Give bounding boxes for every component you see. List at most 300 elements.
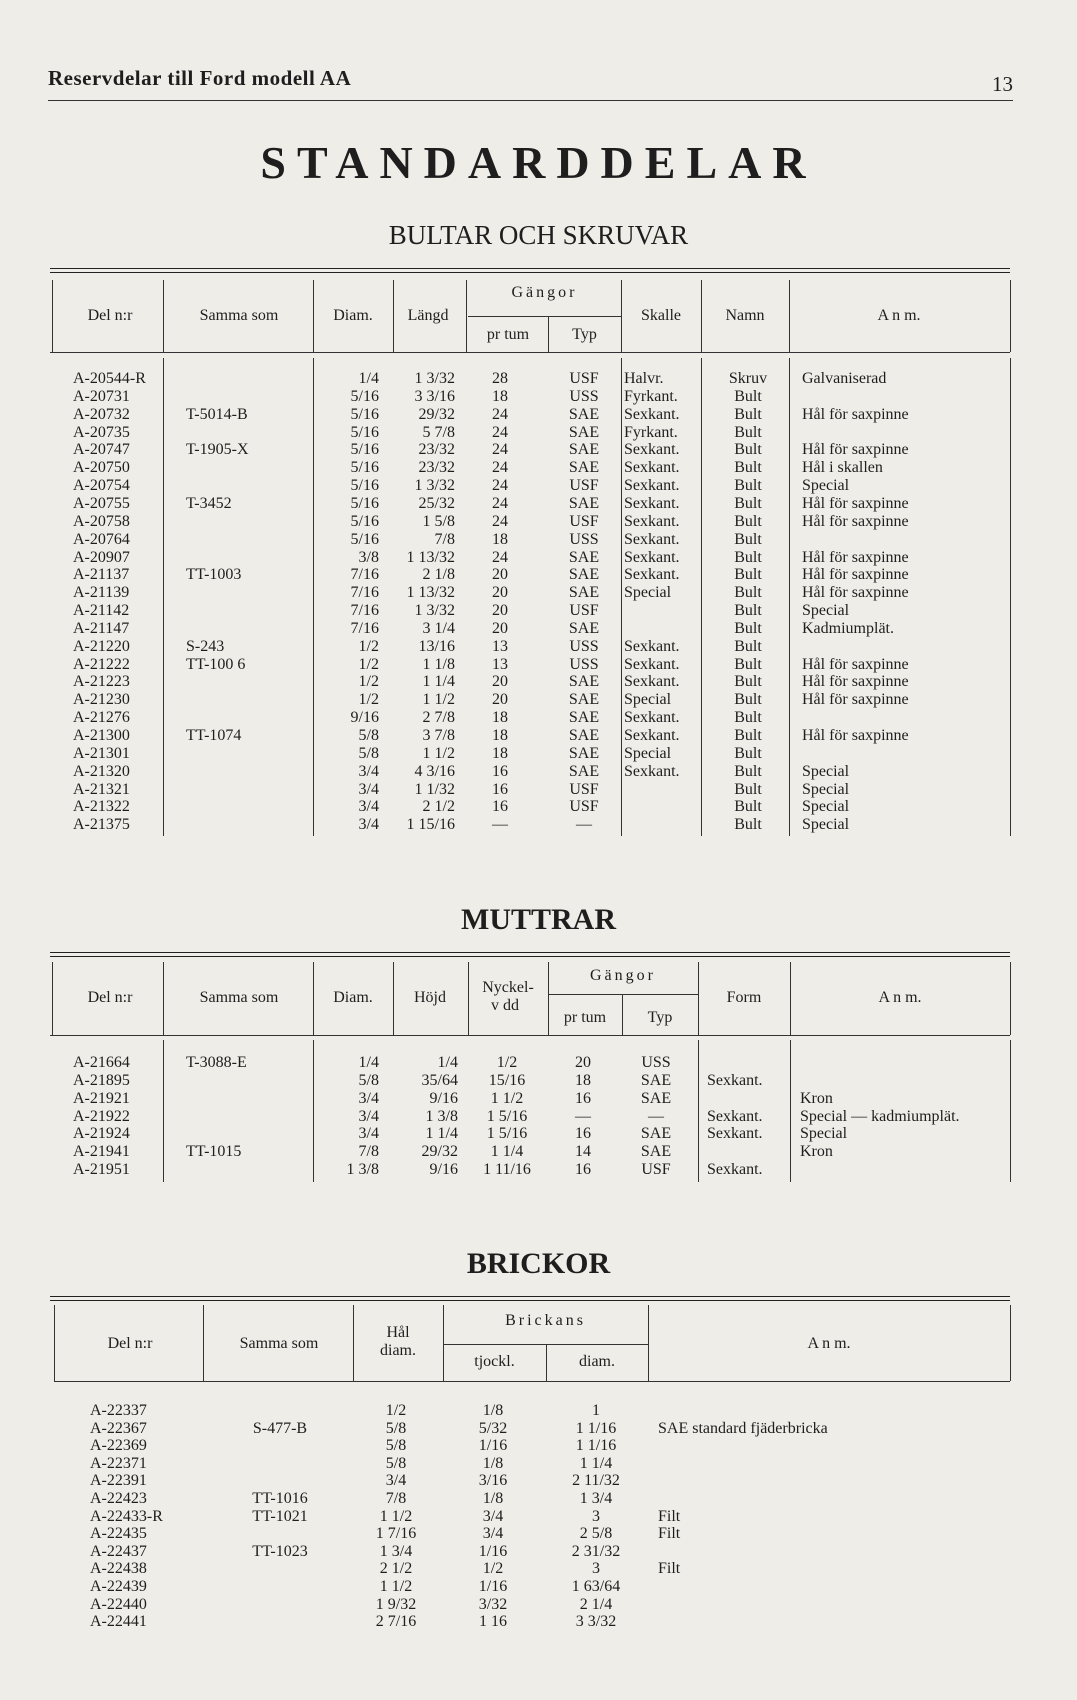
nuts-section-title: MUTTRAR — [461, 903, 616, 936]
table-cell-samma: S-477-B — [252, 1419, 308, 1437]
table-cell-namn: Bult — [734, 477, 762, 495]
col-divider — [203, 1305, 204, 1381]
table-cell-nyckel: 1 5/16 — [486, 1107, 528, 1125]
table-cell-typ: SAE — [568, 727, 600, 744]
table-cell-prtum: 28 — [492, 370, 508, 387]
table-cell-langd: 29/32 — [418, 405, 455, 423]
col-header-gangor: Gängor — [590, 967, 656, 984]
table-cell-namn: Bult — [734, 816, 762, 834]
table-cell-nyckel: 1 11/16 — [483, 1161, 531, 1179]
table-cell-prtum: 13 — [492, 637, 508, 655]
col-divider — [698, 1040, 699, 1182]
table-cell-skalle: Sexkant. — [624, 494, 680, 512]
table-cell-samma: S-243 — [186, 637, 225, 655]
col-header-nyckel: Nyckel- — [482, 979, 534, 996]
col-header-typ: Typ — [572, 326, 597, 343]
washers-section-title: BRICKOR — [466, 1247, 611, 1280]
table-cell-hal: 1 7/16 — [375, 1525, 417, 1543]
table-cell-hojd: 1 1/4 — [425, 1125, 458, 1143]
col-header-samma-som: Samma som — [239, 1335, 319, 1352]
bolts-top-rule — [50, 268, 1010, 273]
table-cell-diam: 7/16 — [350, 566, 379, 584]
table-cell-nyckel: 15/16 — [488, 1071, 526, 1089]
table-cell-prtum: 20 — [492, 602, 508, 620]
table-cell-langd: 23/32 — [418, 441, 455, 459]
col-header-diam: Diam. — [333, 307, 373, 324]
table-cell-hal: 7/8 — [385, 1490, 407, 1507]
col-divider — [789, 280, 790, 352]
table-cell-diam: 5/16 — [350, 423, 379, 441]
running-title: Reservdelar till Ford modell AA — [48, 66, 352, 90]
table-cell-diam: 5/8 — [358, 744, 379, 762]
table-cell-diam: 1 1/16 — [575, 1419, 617, 1437]
table-cell-tjockl: 1 16 — [479, 1613, 507, 1631]
table-cell-namn: Bult — [734, 637, 762, 655]
table-cell-prtum: — — [575, 1107, 591, 1125]
washers-header-rule — [54, 1381, 1010, 1382]
nuts-header-rule — [50, 1035, 1010, 1036]
table-cell-hojd: 29/32 — [421, 1143, 458, 1161]
table-cell-namn: Bult — [734, 673, 762, 691]
table-cell-skalle: Special — [624, 691, 672, 709]
table-cell-langd: 1 13/32 — [406, 584, 455, 602]
table-cell-namn: Bult — [734, 548, 762, 566]
table-cell-typ: USS — [569, 655, 599, 673]
table-cell-hojd: 35/64 — [421, 1071, 458, 1089]
col-divider — [393, 280, 394, 352]
table-cell-namn: Bult — [734, 512, 762, 530]
col-divider — [1010, 280, 1011, 352]
table-cell-diam: 1/2 — [358, 655, 379, 673]
table-cell-anm: Hål för saxpinne — [802, 566, 909, 584]
table-cell-anm: Special — [802, 798, 850, 816]
table-cell-langd: 5 7/8 — [422, 423, 455, 441]
table-cell-typ: SAE — [640, 1089, 672, 1107]
table-cell-namn: Bult — [734, 566, 762, 584]
col-divider — [789, 358, 790, 836]
table-cell-del: A-21139 — [73, 584, 130, 602]
table-cell-skalle: Special — [624, 744, 672, 762]
table-cell-diam: 3/4 — [358, 762, 379, 780]
col-header-anm: A n m. — [878, 989, 922, 1006]
table-cell-anm: Special — [802, 762, 850, 780]
table-cell-prtum: 16 — [575, 1161, 591, 1179]
table-cell-del: A-22433-R — [90, 1507, 163, 1525]
table-cell-diam: 1 3/8 — [346, 1161, 379, 1179]
col-divider — [466, 280, 467, 352]
table-cell-langd: 1 13/32 — [406, 548, 455, 566]
table-cell-prtum: 18 — [492, 727, 508, 744]
col-divider — [163, 280, 164, 352]
col-header-gangor: Gängor — [511, 284, 578, 301]
table-cell-prtum: 13 — [492, 655, 508, 673]
table-cell-diam: 2 31/32 — [571, 1542, 621, 1560]
table-cell-skalle: Fyrkant. — [624, 423, 678, 441]
col-header-diam: diam. — [579, 1353, 615, 1370]
table-cell-diam: 5/16 — [350, 405, 379, 423]
table-cell-typ: SAE — [568, 494, 600, 512]
table-cell-diam: 2 5/8 — [579, 1525, 613, 1543]
table-cell-diam: 2 11/32 — [572, 1472, 620, 1490]
table-cell-samma: TT-1015 — [186, 1143, 242, 1161]
table-cell-anm: Special — [802, 602, 850, 620]
col-header-typ: Typ — [647, 1009, 673, 1026]
table-cell-langd: 2 7/8 — [422, 709, 455, 727]
col-divider — [548, 962, 549, 1035]
table-cell-prtum: 18 — [492, 709, 508, 727]
table-cell-prtum: 16 — [575, 1089, 591, 1107]
table-cell-anm: Hål för saxpinne — [802, 512, 909, 530]
table-cell-diam: 3/4 — [358, 780, 379, 798]
table-cell-anm: Hål för saxpinne — [802, 727, 909, 744]
table-cell-namn: Bult — [734, 530, 762, 548]
table-cell-samma: T-1905-X — [186, 441, 249, 459]
table-cell-skalle: Special — [624, 584, 672, 602]
table-cell-del: A-20732 — [73, 405, 130, 423]
table-cell-hal: 2 1/2 — [379, 1560, 413, 1578]
table-cell-anm: Hål för saxpinne — [802, 494, 909, 512]
table-cell-diam: 1/4 — [358, 370, 379, 387]
table-cell-diam: 1/2 — [358, 673, 379, 691]
table-cell-skalle: Sexkant. — [624, 762, 680, 780]
table-cell-langd: 1 1/32 — [414, 780, 455, 798]
table-cell-langd: 13/16 — [418, 637, 455, 655]
table-cell-anm: Hål för saxpinne — [802, 441, 909, 459]
table-cell-samma: TT-1074 — [186, 727, 242, 744]
table-cell-del: A-21137 — [73, 566, 130, 584]
table-cell-diam: 3 3/32 — [575, 1613, 617, 1631]
table-cell-diam: 5/16 — [350, 441, 379, 459]
table-cell-nyckel: 1/2 — [496, 1054, 518, 1071]
table-cell-del: A-21924 — [73, 1125, 130, 1143]
page-number: 13 — [992, 72, 1013, 96]
bolts-section-title: BULTAR OCH SKRUVAR — [388, 220, 689, 250]
table-cell-del: A-22423 — [90, 1490, 147, 1507]
table-cell-form: Sexkant. — [707, 1125, 763, 1143]
table-cell-anm: Kadmiumplät. — [802, 619, 894, 637]
table-cell-diam: 5/8 — [358, 1071, 379, 1089]
table-cell-typ: USS — [569, 637, 599, 655]
table-cell-diam: 1 63/64 — [571, 1578, 621, 1595]
table-cell-del: A-22437 — [90, 1542, 147, 1560]
col-divider — [622, 994, 623, 1035]
washers-top-rule — [50, 1296, 1010, 1301]
table-cell-prtum: 24 — [492, 494, 508, 512]
table-cell-del: A-21921 — [73, 1089, 130, 1107]
table-cell-skalle: Halvr. — [624, 370, 664, 387]
col-header-langd: Längd — [407, 307, 449, 324]
table-cell-del: A-22391 — [90, 1472, 147, 1490]
table-cell-diam: 1 1/16 — [575, 1437, 617, 1455]
table-cell-prtum: 18 — [492, 387, 508, 405]
table-cell-samma: TT-1023 — [252, 1542, 308, 1560]
table-cell-anm: Hål för saxpinne — [802, 655, 909, 673]
table-cell-langd: 23/32 — [418, 459, 455, 477]
col-header-anm: A n m. — [807, 1335, 851, 1352]
table-cell-diam: 7/16 — [350, 602, 379, 620]
table-cell-del: A-22371 — [90, 1454, 147, 1472]
table-cell-samma: TT-1021 — [252, 1507, 308, 1525]
table-cell-del: A-21895 — [73, 1071, 130, 1089]
table-cell-prtum: 16 — [492, 780, 508, 798]
table-cell-del: A-20758 — [73, 512, 130, 530]
table-cell-diam: 3/4 — [358, 1107, 379, 1125]
table-cell-del: A-21941 — [73, 1143, 130, 1161]
table-cell-typ: USF — [569, 512, 599, 530]
table-cell-diam: 5/16 — [350, 387, 379, 405]
table-cell-typ: USS — [569, 530, 599, 548]
table-cell-hal: 5/8 — [385, 1454, 407, 1472]
table-cell-del: A-20544-R — [73, 370, 146, 387]
table-cell-del: A-22337 — [90, 1402, 147, 1419]
table-cell-skalle: Sexkant. — [624, 530, 680, 548]
table-cell-prtum: 20 — [492, 619, 508, 637]
table-cell-langd: 4 3/16 — [414, 762, 455, 780]
table-cell-samma: T-5014-B — [186, 405, 248, 423]
table-cell-diam: 3/8 — [358, 548, 379, 566]
col-header-del: Del n:r — [107, 1335, 153, 1352]
table-cell-namn: Bult — [734, 441, 762, 459]
table-cell-tjockl: 3/32 — [478, 1595, 508, 1613]
table-cell-tjockl: 5/32 — [478, 1419, 508, 1437]
table-cell-typ: SAE — [568, 619, 600, 637]
table-cell-tjockl: 1/8 — [482, 1402, 504, 1419]
table-cell-namn: Skruv — [728, 370, 768, 387]
table-cell-tjockl: 1/16 — [478, 1578, 508, 1595]
table-cell-typ: SAE — [568, 673, 600, 691]
table-cell-typ: SAE — [568, 762, 600, 780]
col-divider — [621, 280, 622, 352]
table-cell-namn: Bult — [734, 619, 762, 637]
col-divider — [1010, 1040, 1011, 1182]
table-cell-namn: Bult — [734, 744, 762, 762]
table-cell-hal: 1 9/32 — [375, 1595, 417, 1613]
table-cell-typ: — — [648, 1107, 664, 1125]
col-divider — [548, 316, 549, 352]
table-cell-namn: Bult — [734, 727, 762, 744]
table-cell-typ: USF — [641, 1161, 671, 1179]
table-cell-typ: SAE — [568, 566, 600, 584]
col-divider — [1010, 962, 1011, 1035]
table-cell-typ: SAE — [640, 1071, 672, 1089]
table-cell-anm: Special — [802, 477, 850, 495]
table-cell-diam: 3/4 — [358, 1089, 379, 1107]
table-cell-prtum: 24 — [492, 548, 508, 566]
table-cell-anm: Galvaniserad — [802, 370, 887, 387]
col-divider — [163, 962, 164, 1035]
col-divider — [468, 962, 469, 1035]
table-cell-typ: SAE — [568, 459, 600, 477]
table-cell-del: A-22441 — [90, 1613, 147, 1631]
table-cell-prtum: 16 — [492, 762, 508, 780]
table-cell-del: A-21147 — [73, 619, 130, 637]
col-divider — [1010, 358, 1011, 836]
table-cell-del: A-21142 — [73, 602, 130, 620]
bolts-header-rule — [50, 352, 1010, 353]
table-cell-namn: Bult — [734, 405, 762, 423]
table-cell-typ: SAE — [568, 709, 600, 727]
table-cell-typ: SAE — [568, 423, 600, 441]
table-cell-hal: 1 1/2 — [379, 1578, 413, 1595]
table-cell-del: A-22438 — [90, 1560, 147, 1578]
table-cell-anm: Special — [802, 816, 850, 834]
table-cell-diam: 1 1/4 — [579, 1454, 613, 1472]
table-cell-del: A-21951 — [73, 1161, 130, 1179]
table-cell-anm: Hål för saxpinne — [802, 584, 909, 602]
table-cell-langd: 3 1/4 — [422, 619, 455, 637]
table-cell-del: A-20755 — [73, 494, 130, 512]
table-cell-tjockl: 3/16 — [478, 1472, 508, 1490]
gangor-subrule — [548, 994, 698, 995]
col-header-anm: A n m. — [877, 307, 921, 324]
col-divider — [648, 1305, 649, 1381]
table-cell-typ: — — [576, 816, 592, 834]
table-cell-hal: 1 1/2 — [379, 1507, 413, 1525]
table-cell-anm: Hål för saxpinne — [802, 548, 909, 566]
table-cell-diam: 7/16 — [350, 584, 379, 602]
table-cell-namn: Bult — [734, 709, 762, 727]
table-cell-tjockl: 3/4 — [482, 1525, 504, 1543]
col-divider — [54, 1305, 55, 1381]
table-cell-typ: USF — [569, 798, 599, 816]
table-cell-namn: Bult — [734, 423, 762, 441]
col-header-samma-som: Samma som — [199, 307, 279, 324]
col-divider — [546, 1344, 547, 1381]
table-cell-namn: Bult — [734, 762, 762, 780]
table-cell-hojd: 9/16 — [429, 1089, 458, 1107]
table-cell-namn: Bult — [734, 780, 762, 798]
table-cell-del: A-20750 — [73, 459, 130, 477]
table-cell-tjockl: 1/16 — [478, 1437, 508, 1455]
table-cell-namn: Bult — [734, 655, 762, 673]
col-header-diam: Diam. — [333, 989, 373, 1006]
table-cell-diam: 1 3/4 — [579, 1490, 613, 1507]
table-cell-anm: Hål för saxpinne — [802, 673, 909, 691]
gangor-subrule — [468, 316, 621, 317]
table-cell-del: A-21922 — [73, 1107, 130, 1125]
table-cell-diam: 1/4 — [358, 1054, 379, 1071]
col-header-namn: Namn — [725, 307, 765, 324]
table-cell-prtum: 24 — [492, 423, 508, 441]
col-header-pr-tum: pr tum — [563, 1009, 607, 1026]
table-cell-typ: SAE — [568, 584, 600, 602]
table-cell-skalle: Sexkant. — [624, 548, 680, 566]
table-cell-prtum: 16 — [575, 1125, 591, 1143]
table-cell-prtum: 20 — [575, 1054, 591, 1071]
main-title: STANDARDDELAR — [260, 137, 817, 188]
table-cell-skalle: Sexkant. — [624, 727, 680, 744]
table-cell-del: A-21375 — [73, 816, 130, 834]
table-cell-del: A-21223 — [73, 673, 130, 691]
table-cell-prtum: 24 — [492, 512, 508, 530]
table-cell-tjockl: 3/4 — [482, 1507, 504, 1525]
table-cell-del: A-20754 — [73, 477, 130, 495]
table-cell-prtum: 24 — [492, 441, 508, 459]
table-cell-anm: Special — kadmiumplät. — [800, 1107, 960, 1125]
table-cell-nyckel: 1 1/4 — [490, 1143, 524, 1161]
table-cell-prtum: 18 — [492, 744, 508, 762]
table-cell-anm: Filt — [658, 1507, 681, 1525]
table-cell-prtum: 24 — [492, 477, 508, 495]
table-cell-langd: 1 3/32 — [414, 602, 455, 620]
table-cell-langd: 1 1/8 — [422, 655, 455, 673]
table-cell-langd: 2 1/2 — [422, 798, 455, 816]
table-cell-nyckel: 1 5/16 — [486, 1125, 528, 1143]
table-cell-anm: Special — [800, 1125, 848, 1143]
table-cell-hal: 3/4 — [385, 1472, 407, 1490]
table-cell-prtum: 16 — [492, 798, 508, 816]
table-cell-skalle: Sexkant. — [624, 566, 680, 584]
table-cell-typ: SAE — [568, 691, 600, 709]
table-cell-anm: Hål för saxpinne — [802, 691, 909, 709]
table-cell-del: A-20731 — [73, 387, 130, 405]
table-cell-hojd: 1 3/8 — [425, 1107, 458, 1125]
table-cell-langd: 2 1/8 — [422, 566, 455, 584]
table-cell-prtum: 24 — [492, 405, 508, 423]
table-cell-langd: 1 1/2 — [422, 744, 455, 762]
table-cell-typ: USF — [569, 780, 599, 798]
nuts-top-rule — [50, 952, 1010, 957]
table-cell-hal: 1 3/4 — [379, 1542, 413, 1560]
table-cell-del: A-20735 — [73, 423, 130, 441]
table-cell-tjockl: 1/8 — [482, 1454, 504, 1472]
table-cell-diam: 3/4 — [358, 1125, 379, 1143]
table-cell-tjockl: 1/8 — [482, 1490, 504, 1507]
table-cell-diam: 3 — [592, 1507, 600, 1525]
table-cell-del: A-20747 — [73, 441, 130, 459]
table-cell-diam: 5/16 — [350, 477, 379, 495]
table-cell-del: A-21276 — [73, 709, 130, 727]
table-cell-skalle: Sexkant. — [624, 673, 680, 691]
table-cell-diam: 2 1/4 — [579, 1595, 613, 1613]
table-cell-diam: 1/2 — [358, 691, 379, 709]
table-cell-form: Sexkant. — [707, 1071, 763, 1089]
table-cell-namn: Bult — [734, 494, 762, 512]
table-cell-prtum: 20 — [492, 691, 508, 709]
table-cell-langd: 1 1/2 — [422, 691, 455, 709]
table-cell-hal: 1/2 — [385, 1402, 407, 1419]
table-cell-langd: 1 3/32 — [414, 477, 455, 495]
col-divider — [52, 962, 53, 1035]
table-cell-langd: 1 1/4 — [422, 673, 455, 691]
table-cell-del: A-22439 — [90, 1578, 147, 1595]
table-cell-namn: Bult — [734, 691, 762, 709]
table-cell-langd: 1 5/8 — [422, 512, 455, 530]
table-cell-skalle: Sexkant. — [624, 512, 680, 530]
table-cell-langd: 1 3/32 — [414, 370, 455, 387]
table-cell-diam: 5/16 — [350, 512, 379, 530]
table-cell-namn: Bult — [734, 602, 762, 620]
table-cell-prtum: 18 — [492, 530, 508, 548]
table-cell-langd: 7/8 — [434, 530, 455, 548]
table-cell-anm: Filt — [658, 1525, 681, 1543]
table-cell-samma: TT-100 6 — [186, 655, 246, 673]
table-cell-anm: Hål i skallen — [802, 459, 883, 477]
table-cell-hal: 5/8 — [385, 1437, 407, 1455]
table-cell-skalle: Sexkant. — [624, 405, 680, 423]
col-header-del: Del n:r — [87, 989, 133, 1006]
table-cell-diam: 3/4 — [358, 798, 379, 816]
table-cell-skalle: Sexkant. — [624, 441, 680, 459]
table-cell-del: A-21300 — [73, 727, 130, 744]
table-cell-anm: Kron — [800, 1089, 833, 1107]
col-divider — [313, 280, 314, 352]
col-header-samma-som: Samma som — [199, 989, 279, 1006]
col-header-nyckelvidd: v dd — [491, 997, 519, 1014]
table-cell-diam: 3/4 — [358, 816, 379, 834]
table-cell-skalle: Sexkant. — [624, 637, 680, 655]
table-cell-del: A-20907 — [73, 548, 130, 566]
